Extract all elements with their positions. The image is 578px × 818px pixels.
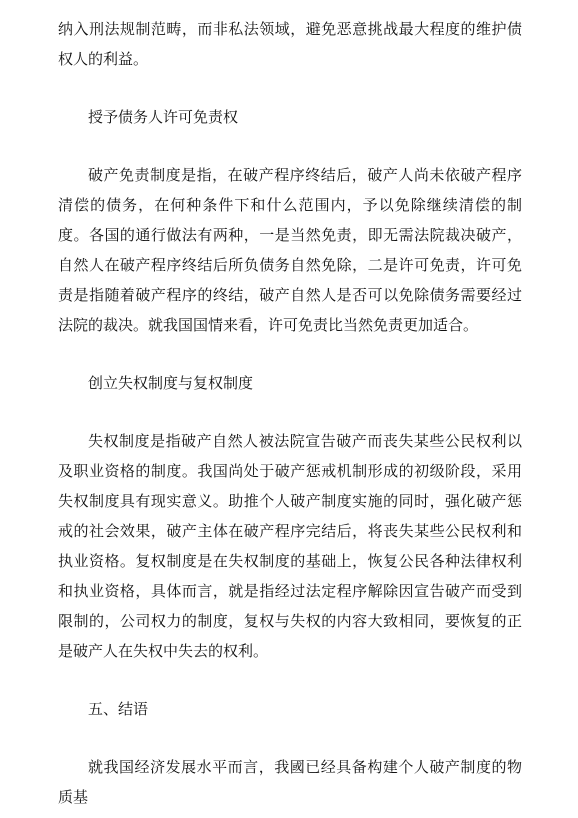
paragraph-intro-continuation: 纳入刑法规制范畴，而非私法领域，避免恶意挑战最大程度的维护债权人的利益。 <box>58 20 522 68</box>
section-heading-discharge: 授予债务人许可免责权 <box>88 108 239 126</box>
paragraph-disqualification: 失权制度是指破产自然人被法院宣告破产而丧失某些公民权利以及职业资格的制度。我国尚处于破产惩戒机制形成的初级阶段，采用失权制度具有现实意义。助推个人破产制度实施的同时，强化破产惩戒的社会效果，破产主体在破产程序完结后，将丧失某些公民权利和执业资格。复权制度是在失权制度的基础上，恢复公民各种法律权利和执业资格，具体而言，就是指经过法定程序解除因宣告破产而受到限制的，公司权力的制度，复权与失权的内容大致相同，要恢复的正是破产人在失权中失去的权利。 <box>58 432 522 660</box>
section-heading-disqualification: 创立失权制度与复权制度 <box>88 374 254 392</box>
section-heading-conclusion: 五、结语 <box>88 700 149 718</box>
paragraph-discharge: 破产免责制度是指，在破产程序终结后，破产人尚未依破产程序清偿的债务，在何种条件下和什么范围内，予以免除继续清偿的制度。各国的通行做法有两种，一是当然免责，即无需法院裁决破产，自然人在破产程序终结后所负债务自然免除，二是许可免责，许可免责是指随着破产程序的终结，破产自然人是否可以免除债务需要经过法院的裁决。就我国国情来看，许可免责比当然免责更加适合。 <box>58 166 522 334</box>
paragraph-conclusion: 就我国经济发展水平而言，我國已经具备构建个人破产制度的物质基 <box>58 758 522 806</box>
